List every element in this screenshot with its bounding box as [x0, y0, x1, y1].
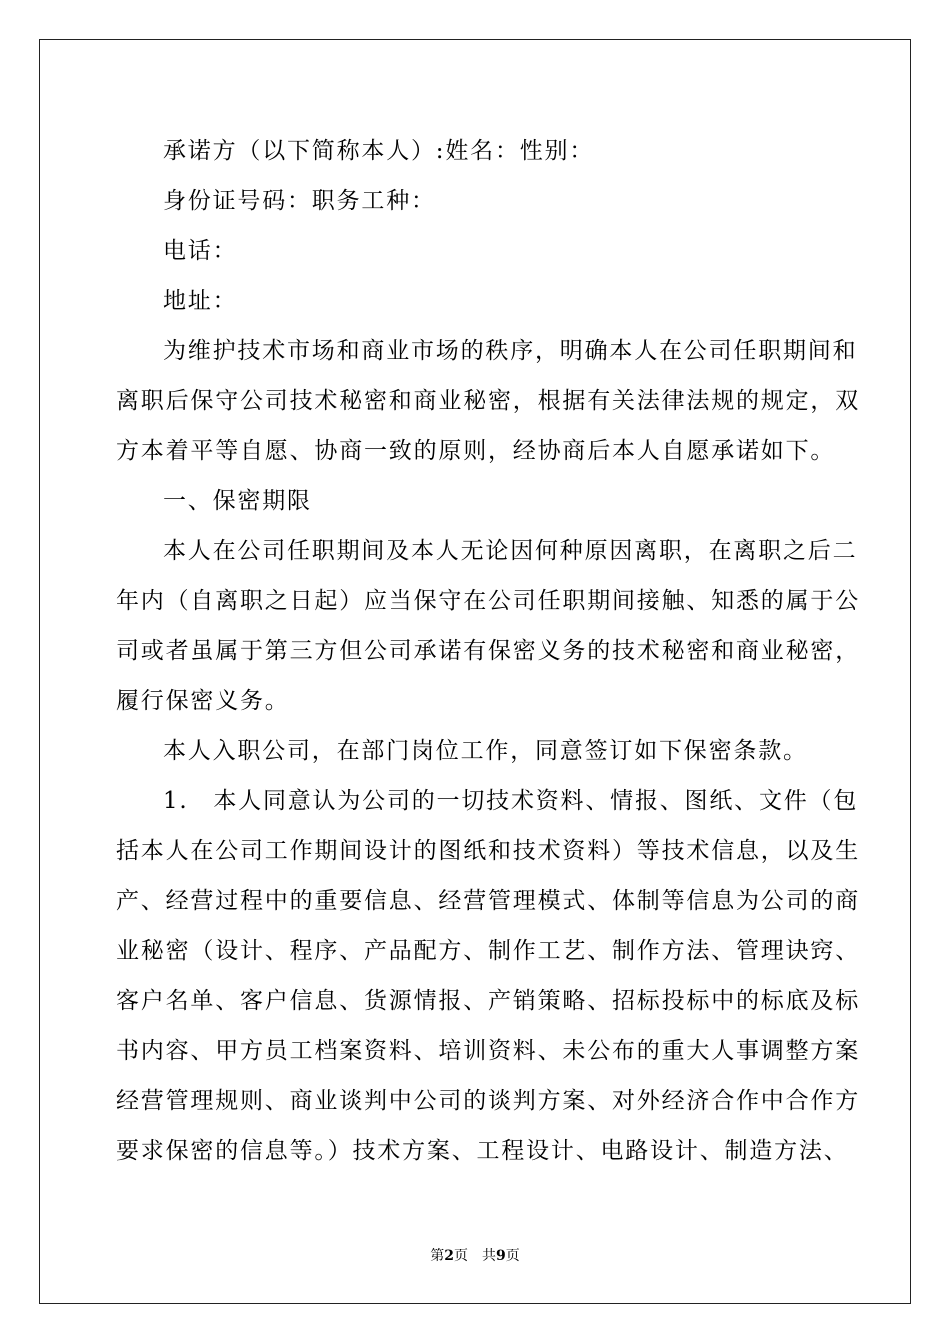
clause-line: 产、经营过程中的重要信息、经营管理模式、体制等信息为公司的商	[116, 888, 860, 914]
total-prefix: 共	[482, 1248, 496, 1264]
page-footer	[0, 1247, 950, 1265]
total-suffix: 页	[505, 1248, 520, 1264]
clause-line: 书内容、甲方员工档案资料、培训资料、未公布的重大人事调整方案	[116, 1038, 860, 1064]
paragraph-line: 本人入职公司，在部门岗位工作，同意签订如下保密条款。	[163, 738, 808, 764]
clause-line: 客户名单、客户信息、货源情报、产销策略、招标投标中的标底及标	[116, 988, 860, 1014]
document-body	[116, 126, 860, 1176]
paragraph-line: 方本着平等自愿、协商一致的原则，经协商后本人自愿承诺如下。	[116, 438, 836, 464]
total-pages: 9	[496, 1248, 506, 1264]
clause-line: 括本人在公司工作期间设计的图纸和技术资料）等技术信息，以及生	[116, 838, 860, 864]
clause-line: 经营管理规则、商业谈判中公司的谈判方案、对外经济合作中合作方	[116, 1088, 860, 1114]
paragraph-line: 年内（自离职之日起）应当保守在公司任职期间接触、知悉的属于公	[116, 588, 860, 614]
address-line: 地址：	[163, 288, 238, 314]
promisor-line: 承诺方（以下简称本人）:姓名：性别：	[163, 138, 595, 164]
page-suffix: 页	[454, 1248, 468, 1264]
clause-line: 要求保密的信息等。）技术方案、工程设计、电路设计、制造方法、	[116, 1138, 849, 1164]
paragraph-line: 离职后保守公司技术秘密和商业秘密，根据有关法律法规的规定，双	[116, 388, 860, 414]
phone-line: 电话：	[163, 238, 238, 264]
paragraph-line: 本人在公司任职期间及本人无论因何种原因离职，在离职之后二	[163, 538, 858, 564]
paragraph-line: 履行保密义务。	[116, 688, 290, 714]
paragraph-line: 为维护技术市场和商业市场的秩序，明确本人在公司任职期间和	[163, 338, 858, 364]
section-heading: 一、保密期限	[163, 488, 312, 514]
paragraph-line: 司或者虽属于第三方但公司承诺有保密义务的技术秘密和商业秘密，	[116, 638, 860, 664]
page-prefix: 第	[430, 1248, 445, 1264]
page-number: 2	[444, 1248, 454, 1264]
id-number-line: 身份证号码：职务工种：	[163, 188, 436, 214]
clause-line: 业秘密（设计、程序、产品配方、制作工艺、制作方法、管理诀窍、	[116, 938, 860, 964]
clause-line: 1. 本人同意认为公司的一切技术资料、情报、图纸、文件（包	[163, 788, 859, 814]
